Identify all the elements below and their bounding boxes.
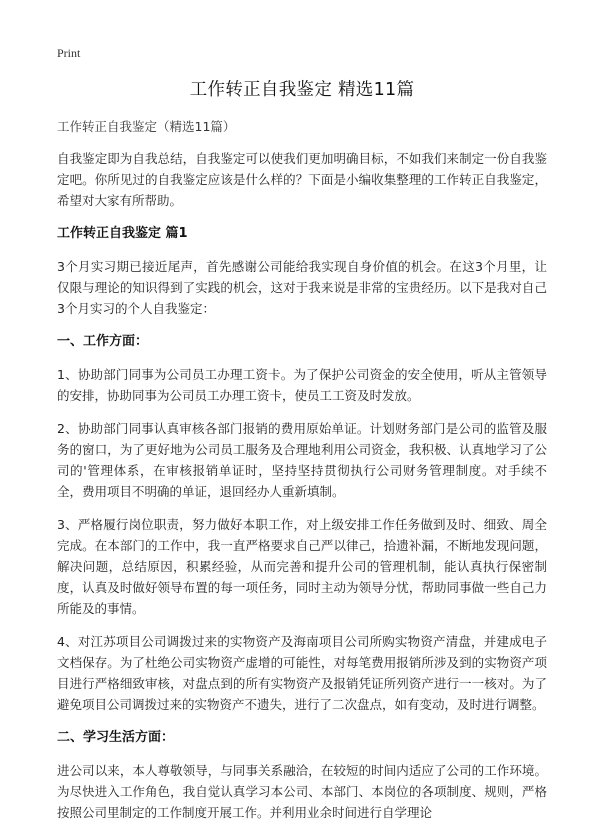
study-paragraph: 进公司以来，本人尊敬领导，与同事关系融洽，在较短的时间内适应了公司的工作环境。为尽快进入工作角色，我自觉认真学习本公司、本部门、本岗位的各项制度、规则，严格按照公司里制定的工作制度开展工作。并利用业余时间进行自学理论 [57,763,547,820]
work-item-1: 1、协助部门同事为公司员工办理工资卡。为了保护公司资金的安全使用，听从主管领导的安排，协助同事为公司员工办理工资卡，使员工工资及时发放。 [57,367,547,403]
work-item-2: 2、协助部门同事认真审核各部门报销的费用原始单证。计划财务部门是公司的监管及服务的窗口，为了更好地为公司员工服务及合理地利用公司资金，我积极、认真地学习了公司的'管理体系，在审核报销单证时，坚持坚持贯彻执行公司财务管理制度。对手续不全，费用项目不明确的单证，退回经办人重新填制。 [57,421,547,499]
article-heading: 工作转正自我鉴定 篇1 [57,226,188,241]
document-subtitle: 工作转正自我鉴定（精选11篇） [57,119,236,134]
section-heading-study: 二、学习生活方面： [57,730,175,745]
document-body [57,78,547,823]
print-link[interactable]: Print [57,46,81,60]
section-heading-work: 一、工作方面： [57,334,149,349]
work-item-3: 3、严格履行岗位职责，努力做好本职工作，对上级安排工作任务做到及时、细致、周全完成。在本部门的工作中，我一直严格要求自己严以律己，拾遗补漏，不断地发现问题，解决问题，总结原因，积累经验，从而完善和提升公司的管理机制，能认真执行保密制度，认真及时做好领导布置的每一项任务，同时主动为领导分忧，帮助同事做一些自己力所能及的事情。 [57,517,547,616]
lead-paragraph: 3个月实习期已接近尾声，首先感谢公司能给我实现自身价值的机会。在这3个月里，让仅限与理论的知识得到了实践的机会，这对于我来说是非常的宝贵经历。以下是我对自己3个月实习的个人自我鉴定： [57,259,547,316]
page-title: 工作转正自我鉴定 精选11篇 [189,80,415,100]
work-item-4: 4、对江苏项目公司调拨过来的实物资产及海南项目公司所购实物资产清盘，并建成电子文档保存。为了杜绝公司实物资产虚增的可能性，对每笔费用报销所涉及到的实物资产项目进行严格细致审核，对盘点到的所有实物资产及报销凭证所列资产进行一一核对。为了避免项目公司调拨过来的实物资产不遗失，进行了二次盘点，如有变动，及时进行调整。 [57,634,547,712]
intro-paragraph: 自我鉴定即为自我总结，自我鉴定可以使我们更加明确目标，不如我们来制定一份自我鉴定吧。你所见过的自我鉴定应该是什么样的？下面是小编收集整理的工作转正自我鉴定，希望对大家有所帮助。 [57,151,547,208]
